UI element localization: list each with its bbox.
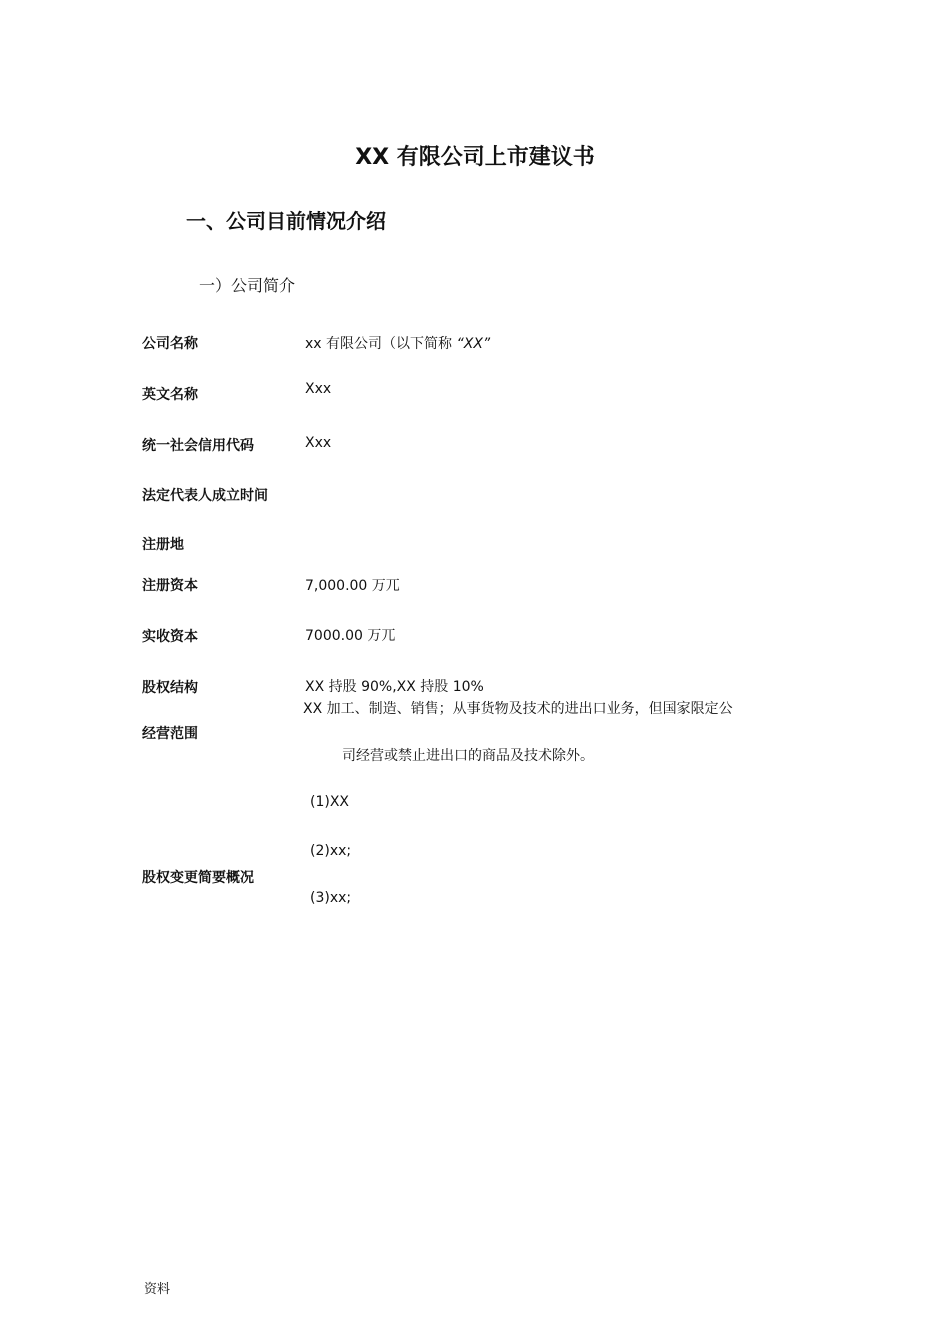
equity-structure-label: 股权结构 [142, 680, 198, 696]
english-name-value: Xxx [305, 381, 332, 397]
company-name-text: xx 有限公司（以下简称 [305, 336, 457, 352]
company-name-label: 公司名称 [142, 336, 198, 352]
equity-change-item-3: (3)xx; [310, 890, 352, 906]
business-scope-line2: 司经营或禁止进出口的商品及技术除外。 [342, 748, 594, 764]
document-title: XX 有限公司上市建议书 [355, 145, 595, 170]
paid-capital-value: 7000.00 万兀 [305, 628, 396, 644]
company-name-quote: “XX” [456, 336, 491, 352]
equity-structure-value: XX 持股 90%,XX 持股 10% [305, 679, 484, 695]
paid-capital-label: 实收资本 [142, 629, 198, 645]
credit-code-value: Xxx [305, 435, 332, 451]
section-heading: 一、公司目前情况介绍 [186, 209, 386, 233]
subsection-heading: 一）公司简介 [199, 276, 296, 295]
footer-text: 资料 [144, 1282, 171, 1297]
business-scope-label: 经营范围 [142, 726, 198, 742]
reg-capital-label: 注册资本 [142, 578, 198, 594]
company-name-value [305, 333, 490, 353]
equity-changes-label: 股权变更简要概况 [142, 870, 254, 886]
legal-rep-date-label: 法定代表人成立时间 [142, 488, 268, 504]
business-scope-line1: XX 加工、制造、销售；从事货物及技术的进出口业务，但国家限定公 [303, 701, 733, 717]
reg-capital-value: 7,000.00 万兀 [305, 578, 400, 594]
equity-change-item-1: (1)XX [310, 794, 350, 810]
equity-change-item-2: (2)xx; [310, 843, 352, 859]
credit-code-label: 统一社会信用代码 [142, 438, 254, 454]
english-name-label: 英文名称 [142, 387, 198, 403]
reg-address-label: 注册地 [142, 537, 184, 553]
